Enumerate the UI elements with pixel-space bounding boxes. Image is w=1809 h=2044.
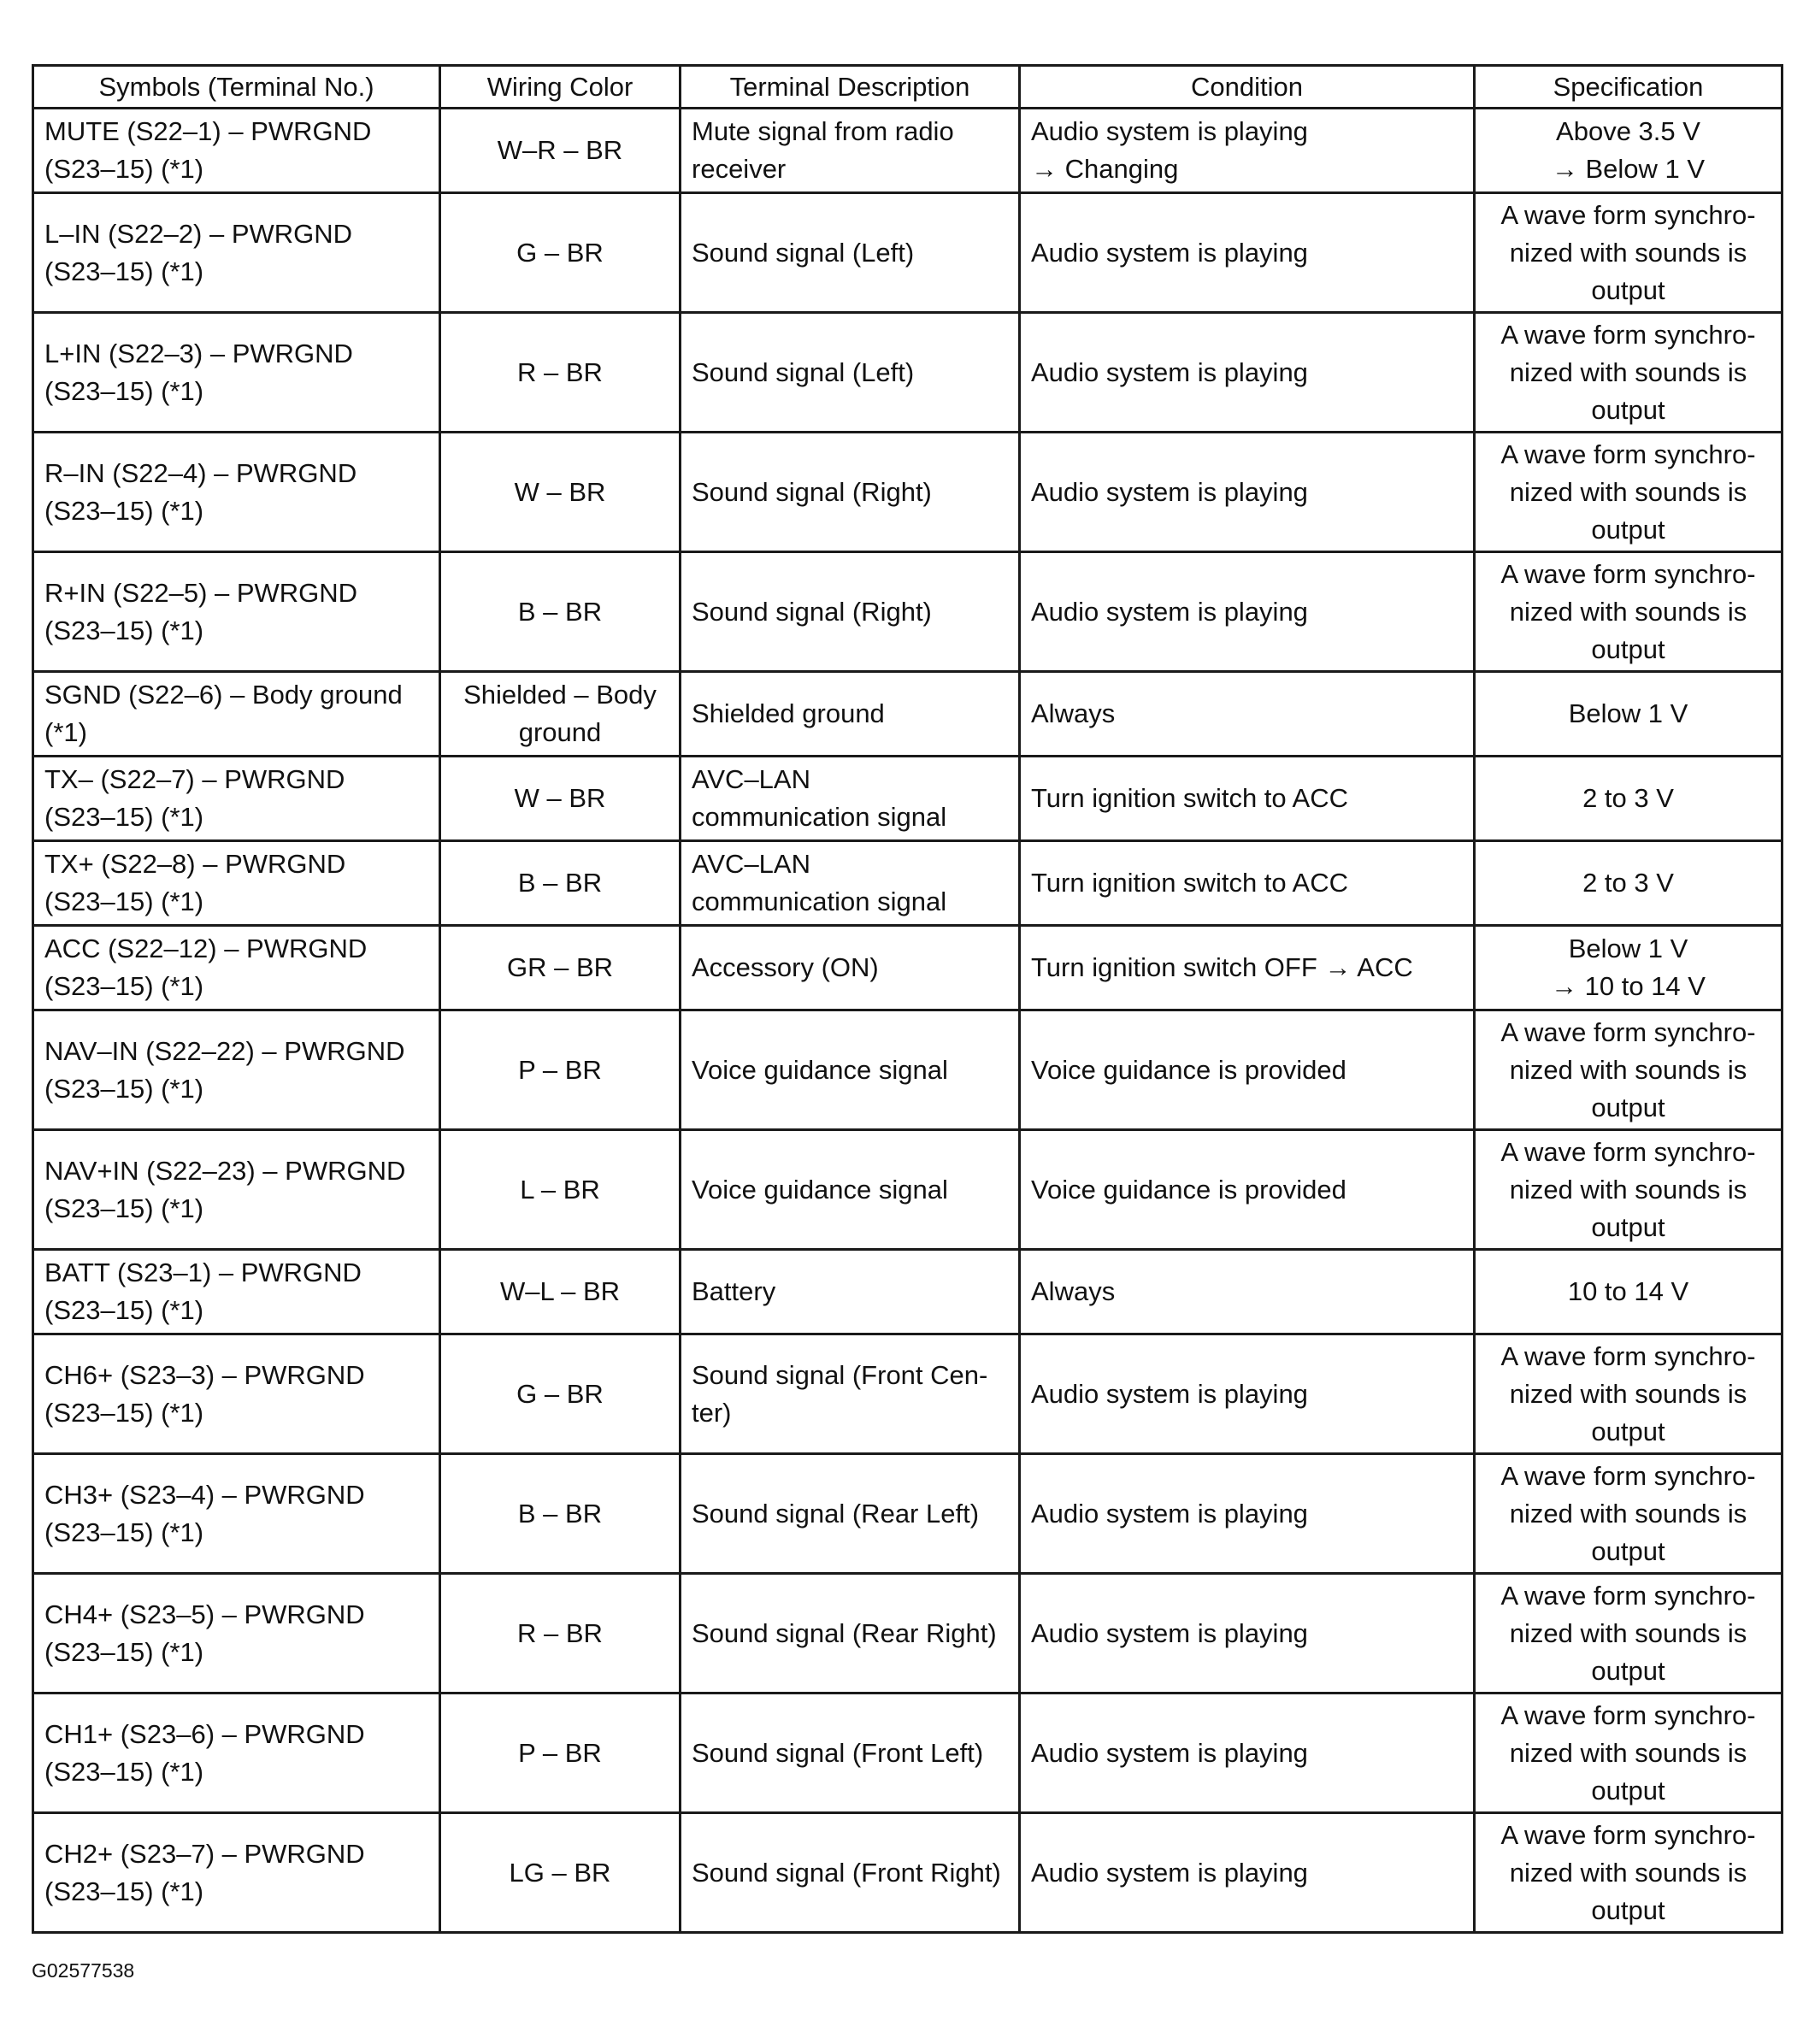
cell-specification: A wave form synchro- nized with sounds is output	[1475, 313, 1782, 433]
cell-condition: Audio system is playing	[1020, 313, 1475, 433]
cell-specification: A wave form synchro- nized with sounds is output	[1475, 1574, 1782, 1694]
cell-symbol: TX– (S22–7) – PWRGND (S23–15) (*1)	[33, 757, 440, 841]
cell-terminal-description: Shielded ground	[681, 672, 1020, 757]
cell-terminal-description: AVC–LAN communication signal	[681, 757, 1020, 841]
cell-wiring-color: W – BR	[440, 433, 681, 552]
cell-symbol: ACC (S22–12) – PWRGND (S23–15) (*1)	[33, 926, 440, 1010]
cell-terminal-description: Battery	[681, 1250, 1020, 1334]
cell-wiring-color: L – BR	[440, 1130, 681, 1250]
cell-terminal-description: Sound signal (Left)	[681, 193, 1020, 313]
table-row	[33, 672, 1782, 757]
cell-symbol: CH3+ (S23–4) – PWRGND (S23–15) (*1)	[33, 1454, 440, 1574]
cell-condition: Audio system is playing	[1020, 1334, 1475, 1454]
cell-terminal-description: Sound signal (Front Right)	[681, 1813, 1020, 1933]
cell-symbol: CH2+ (S23–7) – PWRGND (S23–15) (*1)	[33, 1813, 440, 1933]
cell-terminal-description: Mute signal from radio receiver	[681, 109, 1020, 193]
header-row	[33, 66, 1782, 109]
cell-specification: 10 to 14 V	[1475, 1250, 1782, 1334]
cell-wiring-color: G – BR	[440, 193, 681, 313]
cell-condition: Audio system is playing	[1020, 1694, 1475, 1813]
column-header-symbols: Symbols (Terminal No.)	[33, 66, 440, 109]
cell-specification: 2 to 3 V	[1475, 841, 1782, 926]
table-row	[33, 1250, 1782, 1334]
cell-specification: Above 3.5 V → Below 1 V	[1475, 109, 1782, 193]
column-header-wiring-color: Wiring Color	[440, 66, 681, 109]
cell-terminal-description: Voice guidance signal	[681, 1010, 1020, 1130]
cell-wiring-color: LG – BR	[440, 1813, 681, 1933]
cell-wiring-color: GR – BR	[440, 926, 681, 1010]
cell-condition: Turn ignition switch to ACC	[1020, 841, 1475, 926]
cell-terminal-description: Sound signal (Front Left)	[681, 1694, 1020, 1813]
table-row	[33, 1574, 1782, 1694]
table-row	[33, 313, 1782, 433]
table-row	[33, 1454, 1782, 1574]
cell-condition: Always	[1020, 1250, 1475, 1334]
cell-condition: Turn ignition switch OFF → ACC	[1020, 926, 1475, 1010]
cell-terminal-description: Sound signal (Front Cen- ter)	[681, 1334, 1020, 1454]
cell-condition: Voice guidance is provided	[1020, 1010, 1475, 1130]
cell-symbol: SGND (S22–6) – Body ground (*1)	[33, 672, 440, 757]
cell-specification: A wave form synchro- nized with sounds is output	[1475, 552, 1782, 672]
cell-specification: A wave form synchro- nized with sounds is output	[1475, 1010, 1782, 1130]
cell-specification: A wave form synchro- nized with sounds is output	[1475, 1334, 1782, 1454]
table-row	[33, 193, 1782, 313]
table-row	[33, 1813, 1782, 1933]
column-header-condition: Condition	[1020, 66, 1475, 109]
cell-symbol: R–IN (S22–4) – PWRGND (S23–15) (*1)	[33, 433, 440, 552]
cell-condition: Always	[1020, 672, 1475, 757]
cell-symbol: CH6+ (S23–3) – PWRGND (S23–15) (*1)	[33, 1334, 440, 1454]
cell-specification: 2 to 3 V	[1475, 757, 1782, 841]
cell-wiring-color: R – BR	[440, 1574, 681, 1694]
cell-condition: Turn ignition switch to ACC	[1020, 757, 1475, 841]
cell-symbol: CH4+ (S23–5) – PWRGND (S23–15) (*1)	[33, 1574, 440, 1694]
cell-wiring-color: W–L – BR	[440, 1250, 681, 1334]
cell-wiring-color: B – BR	[440, 1454, 681, 1574]
cell-terminal-description: Sound signal (Right)	[681, 552, 1020, 672]
table-body	[33, 109, 1782, 1933]
cell-condition: Audio system is playing	[1020, 193, 1475, 313]
cell-terminal-description: Sound signal (Rear Right)	[681, 1574, 1020, 1694]
table-row	[33, 1130, 1782, 1250]
table-row	[33, 1010, 1782, 1130]
cell-condition: Audio system is playing → Changing	[1020, 109, 1475, 193]
table-row	[33, 1694, 1782, 1813]
cell-wiring-color: G – BR	[440, 1334, 681, 1454]
cell-terminal-description: AVC–LAN communication signal	[681, 841, 1020, 926]
figure-id: G02577538	[32, 1959, 135, 1982]
cell-symbol: NAV+IN (S22–23) – PWRGND (S23–15) (*1)	[33, 1130, 440, 1250]
cell-wiring-color: W–R – BR	[440, 109, 681, 193]
column-header-specification: Specification	[1475, 66, 1782, 109]
cell-terminal-description: Voice guidance signal	[681, 1130, 1020, 1250]
cell-specification: A wave form synchro- nized with sounds is output	[1475, 1454, 1782, 1574]
cell-symbol: BATT (S23–1) – PWRGND (S23–15) (*1)	[33, 1250, 440, 1334]
cell-symbol: TX+ (S22–8) – PWRGND (S23–15) (*1)	[33, 841, 440, 926]
cell-wiring-color: B – BR	[440, 552, 681, 672]
cell-condition: Audio system is playing	[1020, 433, 1475, 552]
cell-condition: Audio system is playing	[1020, 1813, 1475, 1933]
cell-specification: Below 1 V	[1475, 672, 1782, 757]
cell-condition: Audio system is playing	[1020, 1574, 1475, 1694]
table-row	[33, 841, 1782, 926]
cell-specification: A wave form synchro- nized with sounds is output	[1475, 433, 1782, 552]
cell-wiring-color: P – BR	[440, 1010, 681, 1130]
table-row	[33, 926, 1782, 1010]
cell-symbol: NAV–IN (S22–22) – PWRGND (S23–15) (*1)	[33, 1010, 440, 1130]
cell-condition: Audio system is playing	[1020, 1454, 1475, 1574]
cell-symbol: L+IN (S22–3) – PWRGND (S23–15) (*1)	[33, 313, 440, 433]
cell-specification: A wave form synchro- nized with sounds is output	[1475, 193, 1782, 313]
cell-specification: A wave form synchro- nized with sounds is output	[1475, 1694, 1782, 1813]
terminal-spec-table	[32, 64, 1783, 1934]
cell-wiring-color: Shielded – Body ground	[440, 672, 681, 757]
cell-symbol: CH1+ (S23–6) – PWRGND (S23–15) (*1)	[33, 1694, 440, 1813]
table-row	[33, 552, 1782, 672]
cell-terminal-description: Accessory (ON)	[681, 926, 1020, 1010]
cell-wiring-color: P – BR	[440, 1694, 681, 1813]
cell-wiring-color: R – BR	[440, 313, 681, 433]
cell-terminal-description: Sound signal (Left)	[681, 313, 1020, 433]
table-row	[33, 433, 1782, 552]
table-row	[33, 1334, 1782, 1454]
cell-wiring-color: W – BR	[440, 757, 681, 841]
cell-specification: Below 1 V → 10 to 14 V	[1475, 926, 1782, 1010]
cell-condition: Voice guidance is provided	[1020, 1130, 1475, 1250]
cell-wiring-color: B – BR	[440, 841, 681, 926]
cell-specification: A wave form synchro- nized with sounds is output	[1475, 1813, 1782, 1933]
cell-terminal-description: Sound signal (Right)	[681, 433, 1020, 552]
table-row	[33, 109, 1782, 193]
cell-symbol: MUTE (S22–1) – PWRGND (S23–15) (*1)	[33, 109, 440, 193]
cell-symbol: L–IN (S22–2) – PWRGND (S23–15) (*1)	[33, 193, 440, 313]
table-row	[33, 757, 1782, 841]
cell-terminal-description: Sound signal (Rear Left)	[681, 1454, 1020, 1574]
cell-symbol: R+IN (S22–5) – PWRGND (S23–15) (*1)	[33, 552, 440, 672]
cell-condition: Audio system is playing	[1020, 552, 1475, 672]
cell-specification: A wave form synchro- nized with sounds is output	[1475, 1130, 1782, 1250]
column-header-terminal-description: Terminal Description	[681, 66, 1020, 109]
